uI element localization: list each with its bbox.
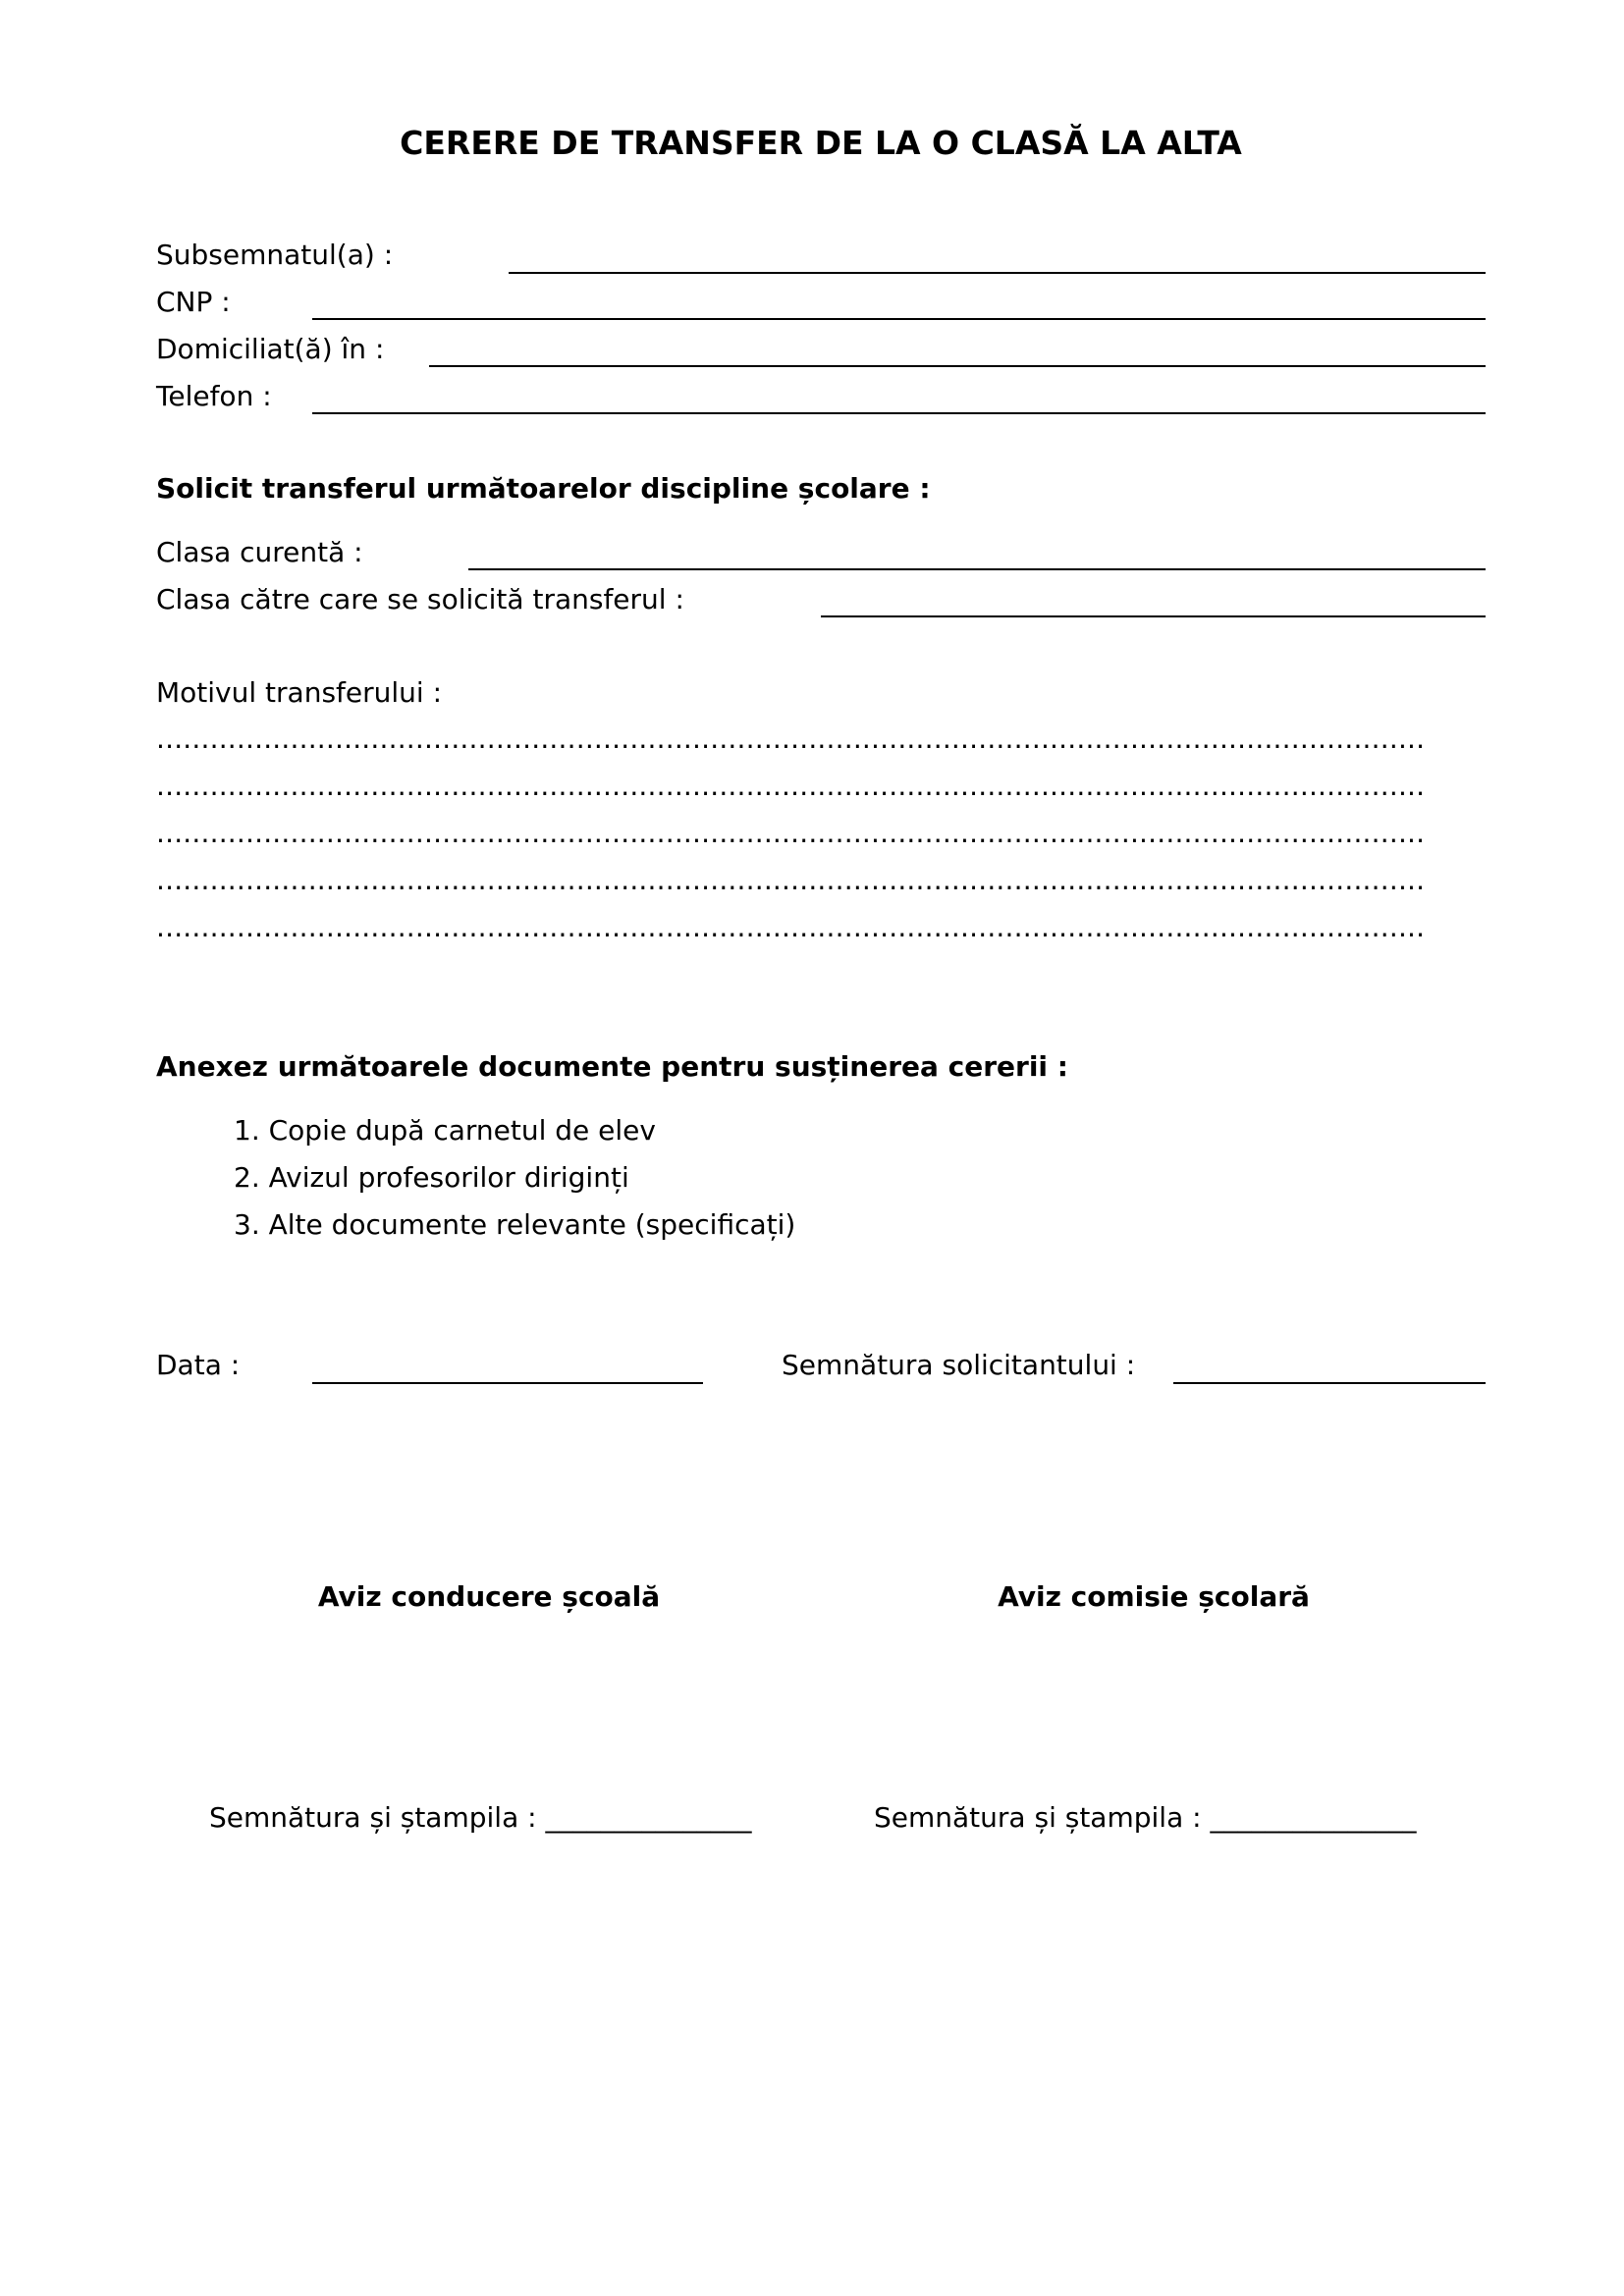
reason-dotted-line[interactable]: .............................................................................................................................................. [156, 864, 1426, 896]
school-stamp-line[interactable]: Semnătura și ștampila : _______________ [209, 1801, 752, 1834]
page-title: CERERE DE TRANSFER DE LA O CLASĂ LA ALTA [400, 124, 1242, 162]
attachment-item: 2. Avizul profesorilor diriginți [234, 1161, 629, 1194]
address-field-line[interactable] [429, 365, 1486, 367]
cnp-field-line[interactable] [312, 318, 1486, 320]
current-class-field-line[interactable] [468, 568, 1486, 570]
current-class-label: Clasa curentă : [156, 536, 363, 568]
request-heading: Solicit transferul următoarelor discipline școlare : [156, 472, 931, 505]
committee-approval-heading: Aviz comisie școlară [998, 1580, 1310, 1613]
name-label: Subsemnatul(a) : [156, 239, 394, 271]
school-approval-heading: Aviz conducere școală [317, 1580, 661, 1613]
attachment-item: 1. Copie după carnetul de elev [234, 1114, 656, 1147]
reason-label: Motivul transferului : [156, 676, 443, 709]
address-label: Domiciliat(ă) în : [156, 333, 385, 365]
reason-dotted-line[interactable]: .............................................................................................................................................. [156, 911, 1426, 943]
reason-dotted-line[interactable]: .............................................................................................................................................. [156, 770, 1426, 802]
attachments-heading: Anexez următoarele documente pentru susținerea cererii : [156, 1050, 1068, 1083]
reason-dotted-line[interactable]: .............................................................................................................................................. [156, 722, 1426, 755]
phone-field-line[interactable] [312, 412, 1486, 414]
date-field-line[interactable] [312, 1382, 703, 1384]
target-class-field-line[interactable] [821, 615, 1486, 617]
attachment-item: 3. Alte documente relevante (specificați) [234, 1208, 796, 1241]
date-label: Data : [156, 1349, 241, 1381]
target-class-label: Clasa către care se solicită transferul : [156, 583, 684, 615]
name-field-line[interactable] [509, 272, 1486, 274]
applicant-signature-line[interactable] [1173, 1382, 1486, 1384]
phone-label: Telefon : [156, 380, 272, 412]
reason-dotted-line[interactable]: .............................................................................................................................................. [156, 817, 1426, 849]
applicant-signature-label: Semnătura solicitantului : [782, 1349, 1136, 1381]
committee-stamp-line[interactable]: Semnătura și ștampila : _______________ [874, 1801, 1417, 1834]
cnp-label: CNP : [156, 286, 231, 318]
